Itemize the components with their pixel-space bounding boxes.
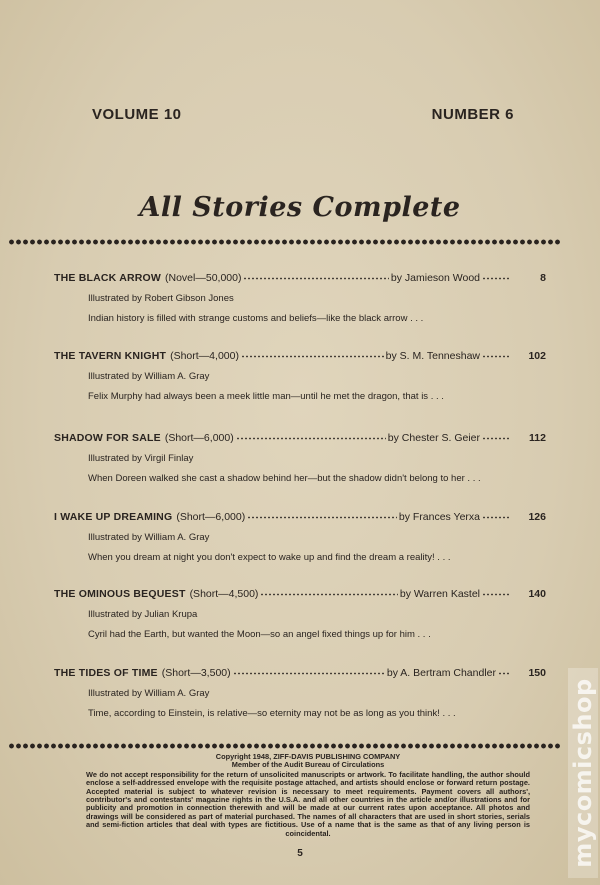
story-illustrator: Illustrated by William A. Gray: [88, 371, 210, 382]
page-title: All Stories Complete: [139, 192, 461, 223]
top-dotted-divider: [8, 239, 560, 245]
story-headline: [54, 272, 546, 284]
story-teaser: When you dream at night you don't expect to wake up and find the dream a reality! . . .: [88, 552, 451, 563]
story-author: by Jamieson Wood: [390, 272, 480, 284]
story-entry: [54, 667, 546, 719]
story-headline: [54, 511, 546, 523]
story-headline: [54, 350, 546, 362]
audit-bureau-line: Member of the Audit Bureau of Circulations: [231, 760, 385, 770]
dot-leader: [233, 668, 385, 676]
story-entry: [54, 432, 546, 484]
dot-leader: [243, 273, 388, 281]
story-kind: (Short—4,000): [170, 350, 239, 362]
story-headline: [54, 667, 546, 679]
dot-leader: [482, 433, 510, 441]
story-entry: [54, 350, 546, 402]
story-page-number: 126: [528, 511, 546, 523]
copyright-line: Copyright 1948, ZIFF-DAVIS PUBLISHING COMPANY: [215, 752, 401, 761]
story-teaser: Indian history is filled with strange customs and beliefs—like the black arrow . . .: [88, 313, 424, 324]
story-title: THE BLACK ARROW: [54, 272, 162, 284]
story-illustrator: Illustrated by William A. Gray: [88, 688, 210, 699]
dot-leader: [498, 668, 510, 676]
dot-leader: [260, 589, 397, 597]
watermark: [568, 668, 598, 878]
story-title: THE OMINOUS BEQUEST: [54, 588, 186, 600]
volume-label: VOLUME 10: [92, 106, 182, 123]
story-entry: [54, 272, 546, 324]
story-headline: [54, 588, 546, 600]
story-page-number: 102: [528, 350, 546, 362]
story-illustrator: Illustrated by Robert Gibson Jones: [88, 293, 234, 304]
dot-leader: [482, 589, 510, 597]
story-page-number: 8: [540, 272, 546, 284]
story-kind: (Short—6,000): [164, 432, 234, 444]
dot-leader: [247, 512, 397, 520]
number-label: NUMBER 6: [431, 106, 514, 123]
story-title: THE TAVERN KNIGHT: [54, 350, 167, 362]
story-title: THE TIDES OF TIME: [54, 667, 158, 679]
story-entry: [54, 511, 546, 563]
story-kind: (Short—3,500): [161, 667, 231, 679]
story-title: I WAKE UP DREAMING: [54, 511, 173, 523]
story-kind: (Short—4,500): [189, 588, 259, 600]
story-entry: [54, 588, 546, 640]
dot-leader: [241, 351, 384, 359]
dot-leader: [482, 512, 510, 520]
story-illustrator: Illustrated by William A. Gray: [88, 532, 210, 543]
dot-leader: [482, 351, 510, 359]
dot-leader: [482, 273, 510, 281]
story-author: by Chester S. Geier: [387, 432, 480, 444]
legal-footer: [86, 753, 530, 838]
story-kind: (Novel—50,000): [165, 272, 242, 284]
story-headline: [54, 432, 546, 444]
story-teaser: Time, according to Einstein, is relative—so eternity may not be as long as you think! . . .: [88, 708, 456, 719]
story-author: by A. Bertram Chandler: [386, 667, 496, 679]
dot-leader: [236, 433, 386, 441]
bottom-dotted-divider: [8, 743, 560, 749]
legal-notice: We do not accept responsibility for the return of unsolicited manuscripts or artwork. To facilitate handling, the author should enclose a self-addressed envelope with the requisite postage attached, and artists should enclose or forward return postage. Accepted material is subject to whatever revision is necessary to meet requirements. Payment covers all authors', contributor's and contestants' magazine rights in the U.S.A. and all other countries in the article and/or illustrations and for publicity and promotion in connection therewith and will be made at our current rates upon acceptance. All photos and drawings will be considered as part of material purchased. The names of all characters that are used in short stories, serials and semi-fiction articles that deal with types are fictitious. Use of a name that is the same as that of any living person is coincidental.: [86, 769, 530, 838]
story-illustrator: Illustrated by Virgil Finlay: [88, 453, 194, 464]
story-page-number: 150: [528, 667, 546, 679]
story-page-number: 112: [529, 432, 546, 444]
story-teaser: Felix Murphy had always been a meek little man—until he met the dragon, that is . . .: [88, 391, 444, 402]
page-number: 5: [297, 848, 303, 859]
story-author: by Frances Yerxa: [398, 511, 480, 523]
story-page-number: 140: [528, 588, 546, 600]
issue-header: [92, 106, 514, 123]
story-kind: (Short—6,000): [176, 511, 246, 523]
story-title: SHADOW FOR SALE: [54, 432, 161, 444]
story-teaser: Cyril had the Earth, but wanted the Moon—so an angel fixed things up for him . . .: [88, 629, 431, 640]
story-teaser: When Doreen walked she cast a shadow behind her—but the shadow didn't belong to her . . .: [88, 473, 481, 484]
story-author: by S. M. Tenneshaw: [385, 350, 480, 362]
story-illustrator: Illustrated by Julian Krupa: [88, 609, 198, 620]
watermark-text: mycomicshop: [569, 678, 597, 868]
story-author: by Warren Kastel: [399, 588, 480, 600]
